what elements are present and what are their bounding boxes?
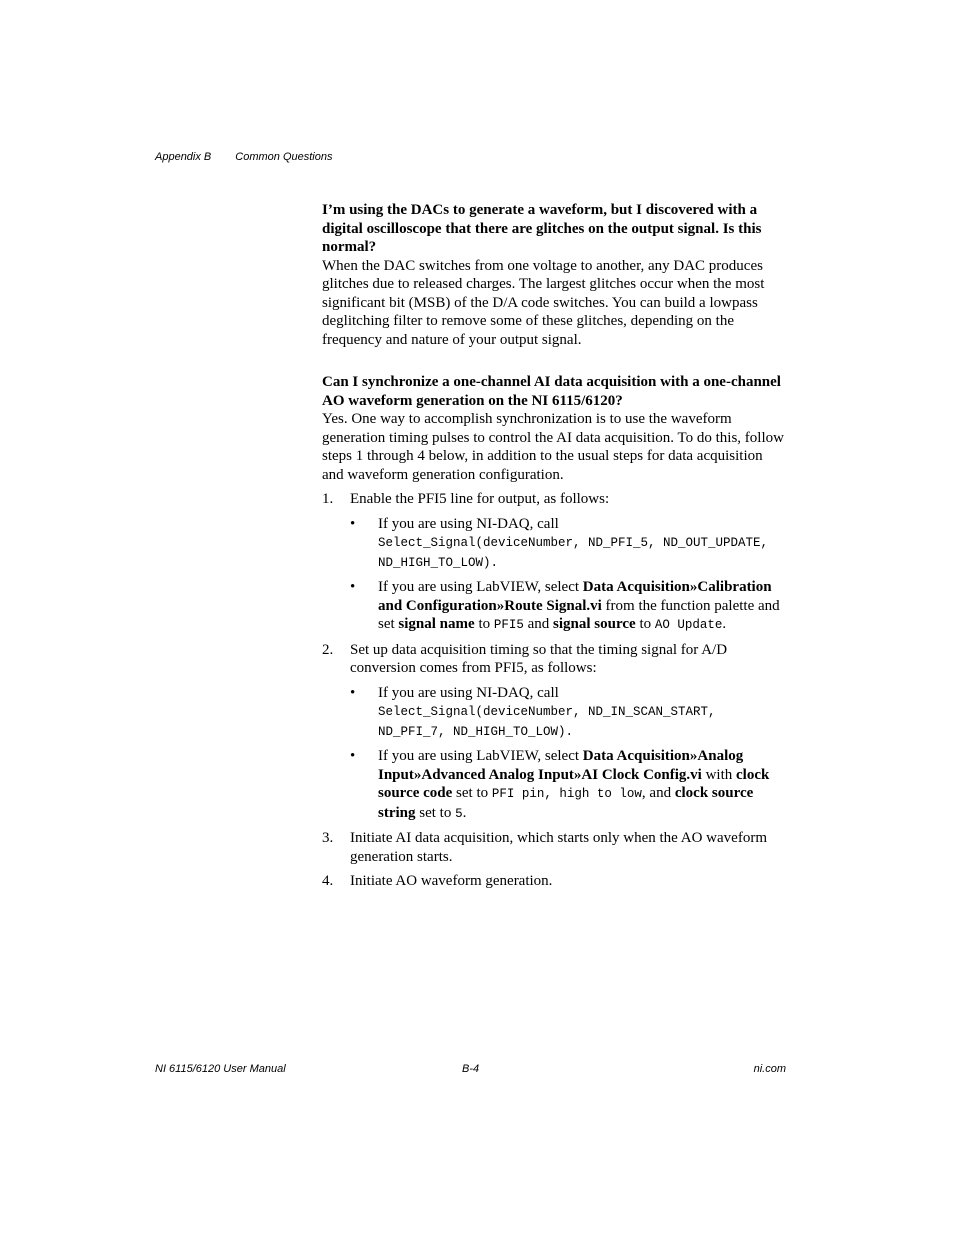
step-text: Set up data acquisition timing so that the timing signal for A/D conversion comes from PFI5, as follows: [350, 641, 728, 676]
appendix-label: Appendix B [155, 151, 212, 163]
question-dac-glitches: I’m using the DACs to generate a waveform, but I discovered with a digital oscilloscope that there are glitches on the output signal. Is this normal? [322, 202, 762, 255]
bullet-labview [350, 578, 787, 635]
bullet-icon: • [350, 515, 356, 532]
code-value: PFI pin, high to low [491, 787, 642, 801]
text-fragment: to [474, 616, 494, 632]
step-2 [322, 641, 787, 824]
text-fragment: with [701, 766, 737, 783]
bullet-nidaq [350, 684, 787, 742]
code-value: AO Update [654, 618, 723, 632]
code-value: 5 [455, 806, 463, 821]
bullet-icon: • [350, 684, 356, 701]
footer-website: ni.com [753, 1063, 786, 1075]
page-content [322, 201, 787, 897]
step-1 [322, 490, 787, 635]
menu-path: Data Acquisition»Calibration and Configuration»Route Signal.vi [378, 579, 772, 614]
steps-list [322, 490, 787, 891]
text-fragment: , and [641, 785, 675, 801]
code-value: PFI5 [493, 618, 524, 632]
text-fragment: set to [452, 785, 492, 801]
step-text: Initiate AI data acquisition, which starts only when the AO waveform generation starts. [350, 830, 767, 865]
parameter-name: clock source string [378, 785, 754, 821]
bullet-icon: • [350, 579, 356, 595]
bullet-list [350, 515, 787, 635]
running-header [155, 151, 332, 163]
footer-manual-title: NI 6115/6120 User Manual [155, 1063, 286, 1075]
step-text: Enable the PFI5 line for output, as follows: [350, 491, 610, 507]
text-fragment: set to [415, 804, 456, 821]
text-fragment: to [635, 616, 655, 632]
parameter-name: signal source [553, 616, 636, 632]
footer-page-number: B-4 [462, 1063, 480, 1075]
step-number: 3. [322, 830, 334, 846]
parameter-name: signal name [398, 616, 475, 632]
bullet-icon: • [350, 748, 356, 764]
bullet-nidaq [350, 515, 787, 573]
code-call: Select_Signal(deviceNumber, ND_PFI_5, ND_OUT_UPDATE, ND_HIGH_TO_LOW). [378, 536, 769, 570]
bullet-text: If you are using NI-DAQ, call [378, 684, 559, 701]
text-fragment: . [462, 804, 467, 821]
step-4 [322, 872, 787, 891]
text-fragment: from the function palette and set [378, 597, 780, 632]
answer-synchronize: Yes. One way to accomplish synchronization is to use the waveform generation timing pulses to control the AI data acquisition. To do this, follow steps 1 through 4 below, in addition to the usual steps for data acquisition and waveform generation configuration. [322, 411, 784, 483]
text-fragment: If you are using LabVIEW, select [378, 748, 583, 764]
step-number: 4. [322, 873, 334, 889]
text-fragment: and [523, 616, 554, 632]
bullet-list [350, 684, 787, 824]
section-title: Common Questions [235, 151, 333, 163]
step-number: 1. [322, 491, 334, 507]
step-number: 2. [322, 641, 334, 658]
question-synchronize: Can I synchronize a one-channel AI data acquisition with a one-channel AO waveform generation on the NI 6115/6120? [322, 374, 781, 409]
bullet-text: If you are using NI-DAQ, call [378, 515, 559, 532]
code-call: Select_Signal(deviceNumber, ND_IN_SCAN_START, ND_PFI_7, ND_HIGH_TO_LOW). [378, 705, 716, 739]
step-text: Initiate AO waveform generation. [350, 873, 553, 889]
text-fragment: . [722, 616, 727, 632]
step-3 [322, 829, 787, 866]
menu-path: Data Acquisition»Analog Input»Advanced Analog Input»AI Clock Config.vi [378, 748, 744, 783]
parameter-name: clock source code [378, 766, 770, 801]
text-fragment: If you are using LabVIEW, select [378, 579, 583, 595]
bullet-labview [350, 747, 787, 823]
answer-dac-glitches: When the DAC switches from one voltage to another, any DAC produces glitches due to released charges. The largest glitches occur when the most significant bit (MSB) of the D/A code switches. You can build a lowpass deglitching filter to remove some of these glitches, depending on the frequency and nature of your output signal. [322, 257, 765, 348]
